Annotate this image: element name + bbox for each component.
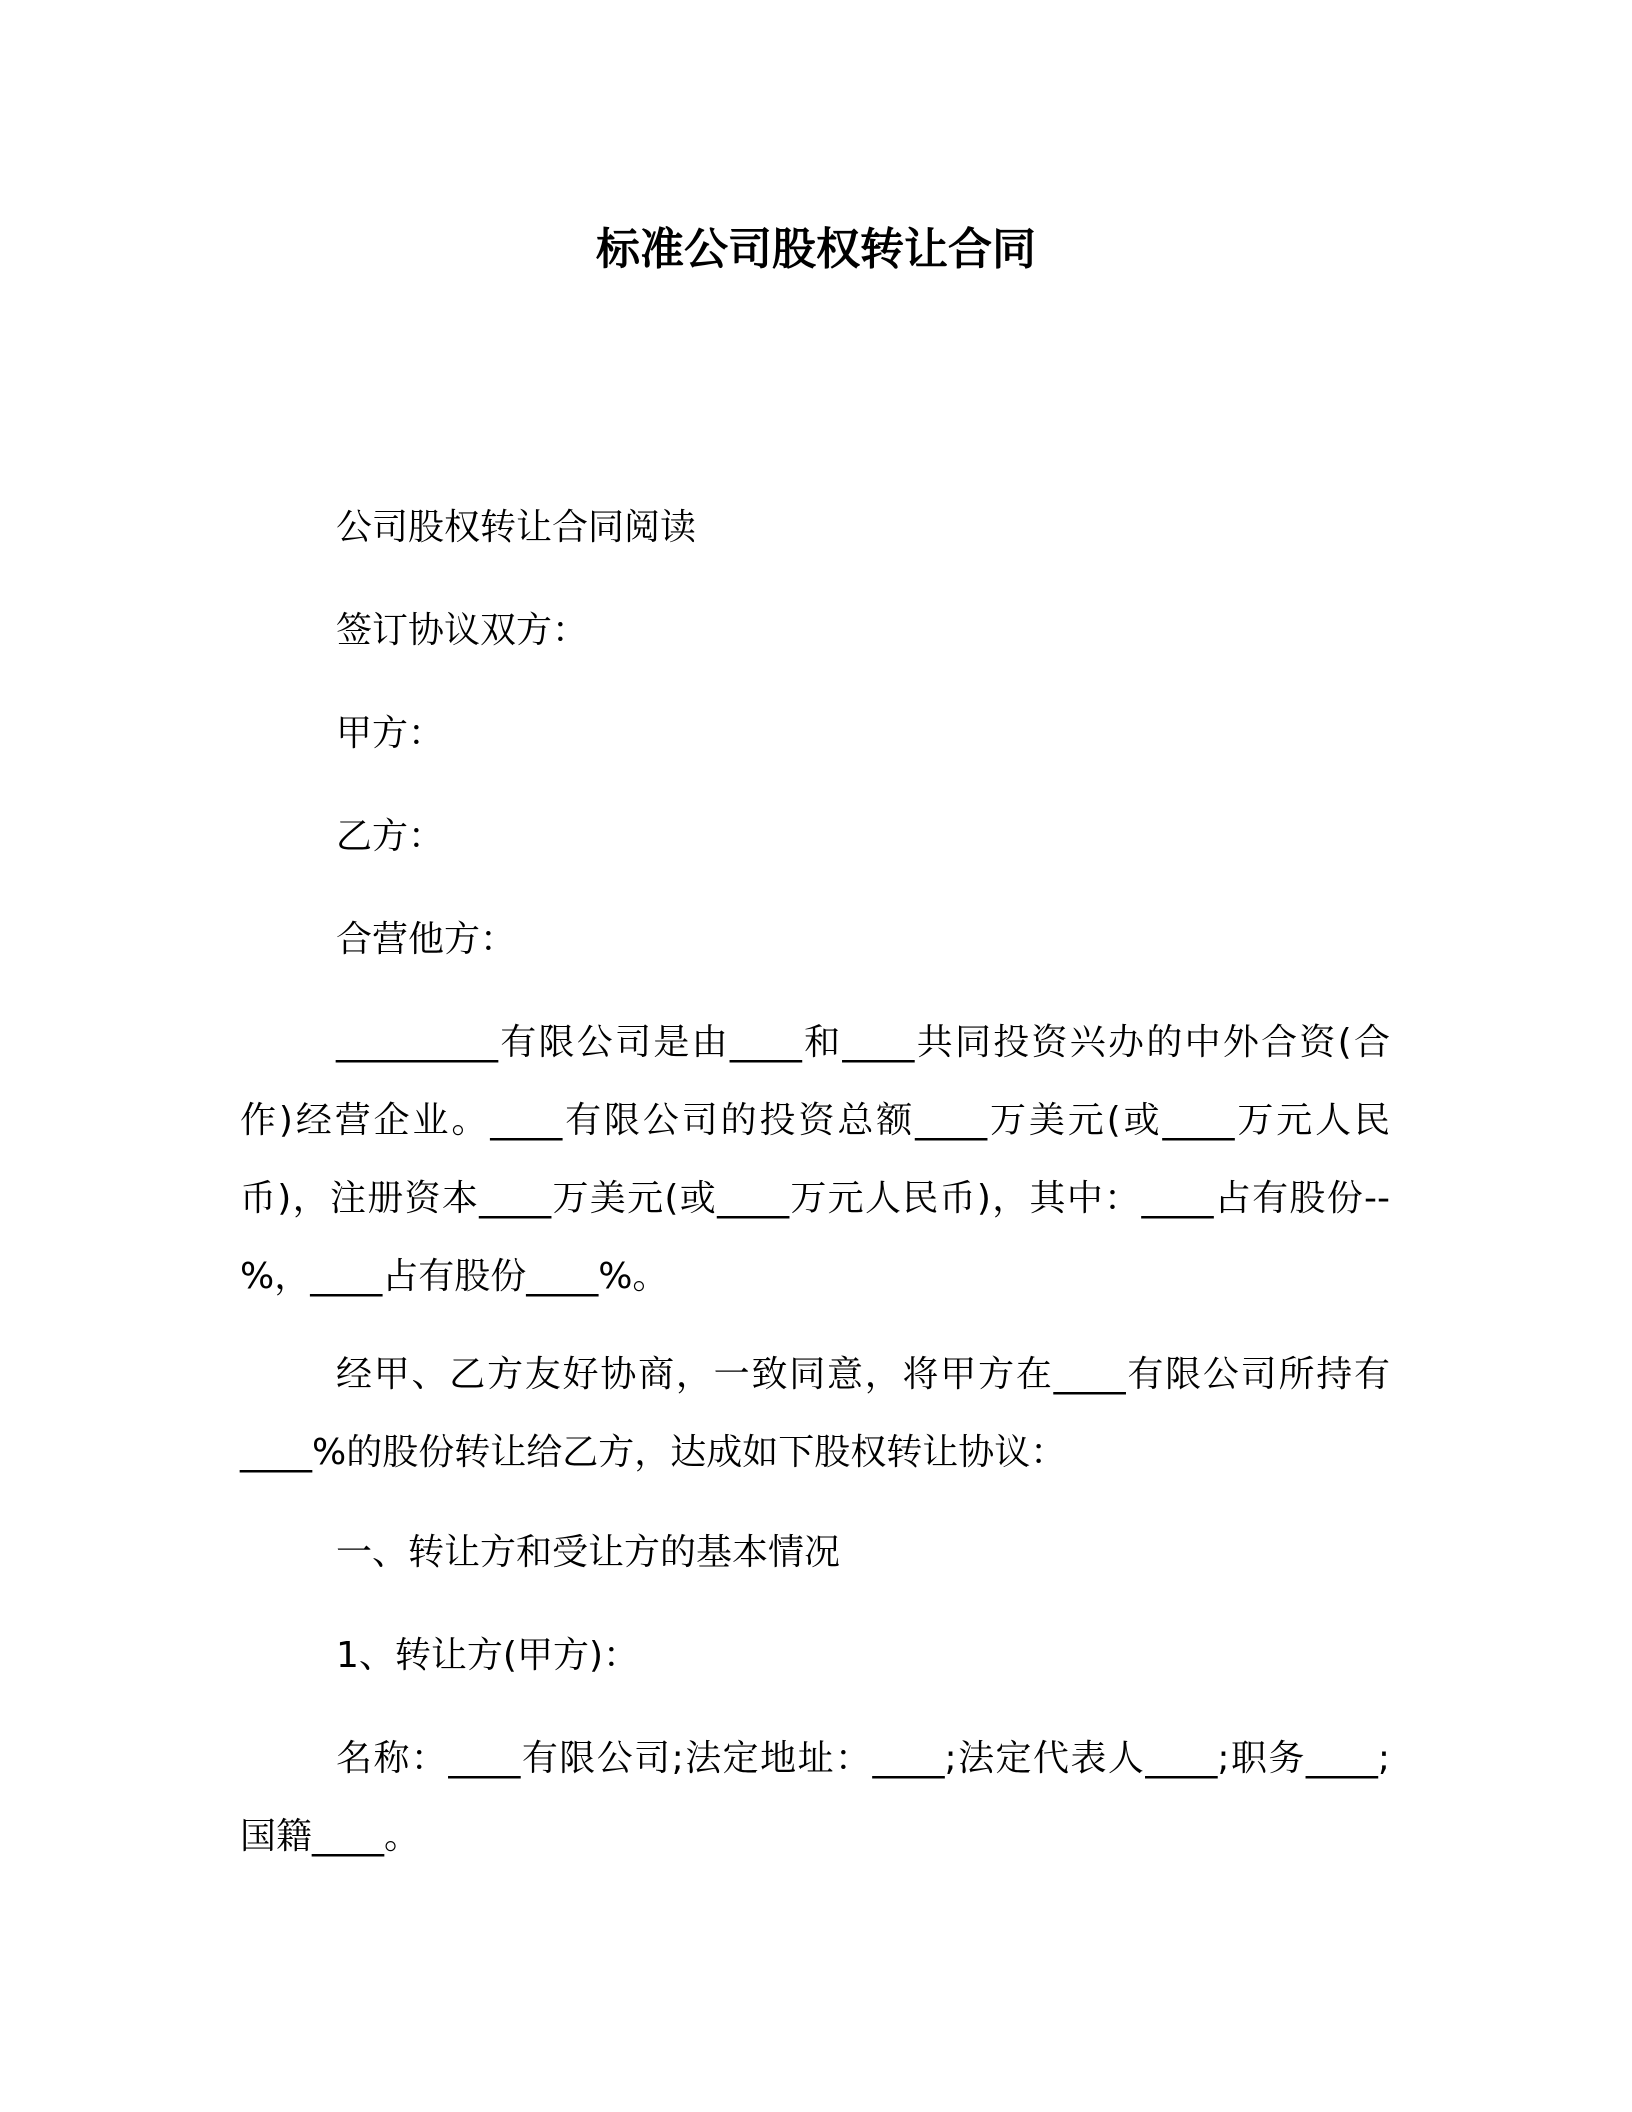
company-intro-paragraph: _________有限公司是由____和____共同投资兴办的中外合资(合作)经营企业。____有限公司的投资总额____万美元(或____万元人民币)，注册资本____万美元(或____万元人民币)，其中：____占有股份--%，____占有股份____%。 <box>240 1022 1390 1297</box>
agreement-intro-paragraph: 经甲、乙方友好协商，一致同意，将甲方在____有限公司所持有____%的股份转让给乙方，达成如下股权转让协议： <box>240 1354 1390 1473</box>
section-heading-1: 一、转让方和受让方的基本情况 <box>336 1532 841 1573</box>
subtitle-line: 公司股权转让合同阅读 <box>336 507 697 548</box>
party-b-line: 乙方： <box>336 816 445 857</box>
transferor-heading: 1、转让方(甲方)： <box>336 1635 639 1676</box>
other-party-line: 合营他方： <box>336 919 517 960</box>
transferor-details-paragraph: 名称：____有限公司;法定地址：____;法定代表人____;职务____;国籍____。 <box>240 1738 1390 1857</box>
party-a-line: 甲方： <box>336 713 445 754</box>
parties-heading: 签订协议双方： <box>336 610 589 651</box>
document-title: 标准公司股权转让合同 <box>596 224 1036 275</box>
